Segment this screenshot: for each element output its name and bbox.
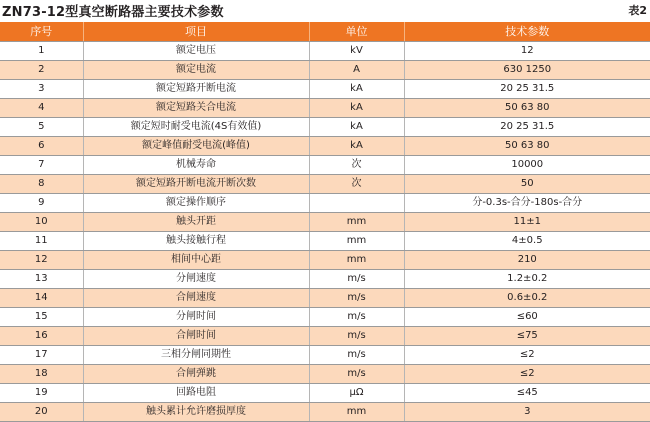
cell-item: 合闸弹跳 (83, 365, 309, 384)
document-header (0, 0, 650, 22)
cell-unit: mm (309, 403, 404, 422)
cell-no: 15 (0, 308, 83, 327)
cell-param: 50 (404, 175, 650, 194)
cell-no: 6 (0, 137, 83, 156)
cell-no: 4 (0, 99, 83, 118)
cell-no: 8 (0, 175, 83, 194)
table-row (0, 137, 650, 156)
cell-item: 触头接触行程 (83, 232, 309, 251)
cell-no: 16 (0, 327, 83, 346)
table-header (0, 22, 650, 42)
cell-no: 11 (0, 232, 83, 251)
cell-param: 0.6±0.2 (404, 289, 650, 308)
column-header-item: 项目 (83, 22, 309, 42)
cell-item: 额定峰值耐受电流(峰值) (83, 137, 309, 156)
cell-item: 额定短路关合电流 (83, 99, 309, 118)
cell-item: 触头累计允许磨损厚度 (83, 403, 309, 422)
cell-param: 11±1 (404, 213, 650, 232)
cell-param: ≤2 (404, 365, 650, 384)
cell-unit: mm (309, 213, 404, 232)
cell-no: 5 (0, 118, 83, 137)
table-row (0, 308, 650, 327)
cell-no: 2 (0, 61, 83, 80)
cell-unit: kA (309, 118, 404, 137)
cell-unit: m/s (309, 327, 404, 346)
cell-no: 1 (0, 42, 83, 61)
cell-item: 相间中心距 (83, 251, 309, 270)
table-number-label: 表2 (628, 4, 647, 17)
technical-parameters-table (0, 22, 650, 422)
table-row (0, 270, 650, 289)
cell-param: 12 (404, 42, 650, 61)
cell-item: 额定电流 (83, 61, 309, 80)
cell-unit: kA (309, 137, 404, 156)
cell-no: 13 (0, 270, 83, 289)
cell-unit: A (309, 61, 404, 80)
column-header-unit: 单位 (309, 22, 404, 42)
table-row (0, 365, 650, 384)
cell-item: 三相分闸同期性 (83, 346, 309, 365)
cell-param: 4±0.5 (404, 232, 650, 251)
cell-param: ≤75 (404, 327, 650, 346)
cell-unit: kV (309, 42, 404, 61)
cell-unit (309, 194, 404, 213)
table-row (0, 213, 650, 232)
table-row (0, 346, 650, 365)
cell-item: 分闸速度 (83, 270, 309, 289)
table-row (0, 80, 650, 99)
table-row (0, 42, 650, 61)
table-row (0, 118, 650, 137)
document-title: ZN73-12型真空断路器主要技术参数 (2, 5, 224, 20)
cell-unit: m/s (309, 346, 404, 365)
cell-item: 触头开距 (83, 213, 309, 232)
cell-item: 合闸速度 (83, 289, 309, 308)
table-row (0, 232, 650, 251)
cell-param: 分-0.3s-合分-180s-合分 (404, 194, 650, 213)
cell-item: 额定短时耐受电流(4S有效值) (83, 118, 309, 137)
cell-no: 14 (0, 289, 83, 308)
cell-no: 9 (0, 194, 83, 213)
table-row (0, 289, 650, 308)
cell-param: 10000 (404, 156, 650, 175)
cell-unit: m/s (309, 289, 404, 308)
cell-unit: μΩ (309, 384, 404, 403)
table-row (0, 251, 650, 270)
cell-item: 额定操作顺序 (83, 194, 309, 213)
cell-param: 50 63 80 (404, 99, 650, 118)
cell-item: 额定电压 (83, 42, 309, 61)
cell-param: ≤2 (404, 346, 650, 365)
table-row (0, 403, 650, 422)
cell-no: 7 (0, 156, 83, 175)
cell-unit: m/s (309, 308, 404, 327)
cell-no: 20 (0, 403, 83, 422)
cell-unit: kA (309, 80, 404, 99)
table-row (0, 156, 650, 175)
cell-item: 回路电阻 (83, 384, 309, 403)
cell-unit: m/s (309, 365, 404, 384)
table-body (0, 42, 650, 422)
cell-no: 10 (0, 213, 83, 232)
cell-unit: 次 (309, 156, 404, 175)
cell-no: 17 (0, 346, 83, 365)
cell-no: 12 (0, 251, 83, 270)
cell-item: 合闸时间 (83, 327, 309, 346)
cell-item: 机械寿命 (83, 156, 309, 175)
cell-param: ≤60 (404, 308, 650, 327)
cell-unit: m/s (309, 270, 404, 289)
cell-param: 20 25 31.5 (404, 80, 650, 99)
cell-no: 19 (0, 384, 83, 403)
cell-param: 210 (404, 251, 650, 270)
table-header-row (0, 22, 650, 42)
cell-unit: mm (309, 251, 404, 270)
table-row (0, 61, 650, 80)
cell-unit: mm (309, 232, 404, 251)
cell-unit: 次 (309, 175, 404, 194)
cell-item: 额定短路开断电流开断次数 (83, 175, 309, 194)
cell-item: 分闸时间 (83, 308, 309, 327)
cell-param: 630 1250 (404, 61, 650, 80)
cell-param: 50 63 80 (404, 137, 650, 156)
cell-no: 3 (0, 80, 83, 99)
table-row (0, 327, 650, 346)
cell-item: 额定短路开断电流 (83, 80, 309, 99)
table-row (0, 194, 650, 213)
table-row (0, 99, 650, 118)
cell-param: 1.2±0.2 (404, 270, 650, 289)
cell-no: 18 (0, 365, 83, 384)
column-header-param: 技术参数 (404, 22, 650, 42)
column-header-no: 序号 (0, 22, 83, 42)
cell-param: ≤45 (404, 384, 650, 403)
cell-param: 3 (404, 403, 650, 422)
cell-param: 20 25 31.5 (404, 118, 650, 137)
table-row (0, 384, 650, 403)
table-row (0, 175, 650, 194)
cell-unit: kA (309, 99, 404, 118)
